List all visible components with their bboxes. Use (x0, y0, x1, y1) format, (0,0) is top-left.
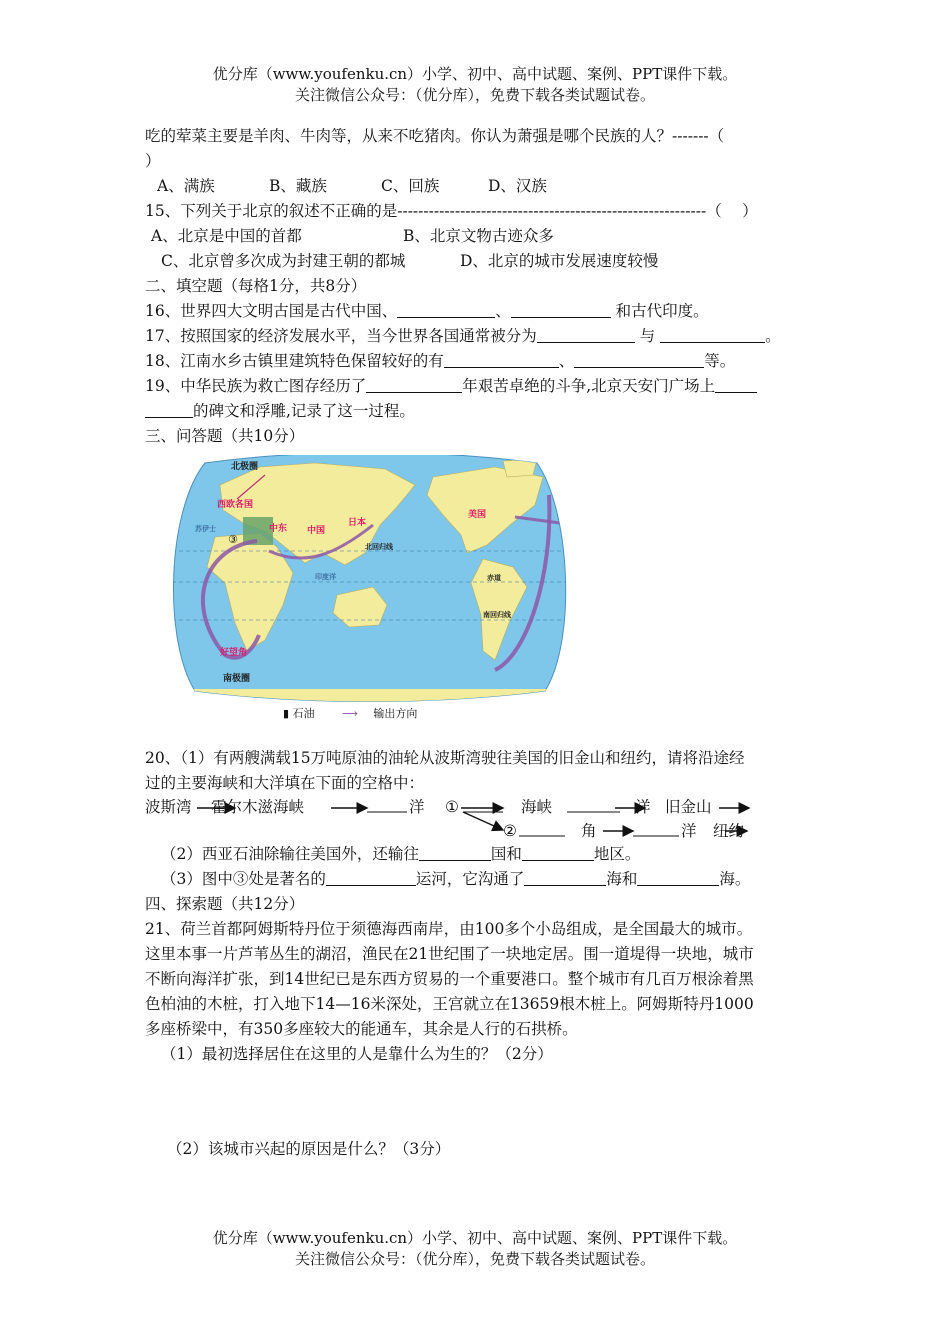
q20-part-2: （2）西亚石油除输往美国外，还输往 国和 地区。 (161, 845, 641, 863)
q20-part-3: （3）图中③处是著名的 运河，它沟通了 海和 海。 (161, 870, 751, 888)
label-arctic: 北极圈 (231, 462, 259, 472)
q14-options (145, 174, 810, 199)
flow-cape: 角 (581, 822, 597, 840)
q14-option-c[interactable]: C、回族 (381, 177, 440, 195)
q21-line-4: 色柏油的木桩，打入地下14—16米深处，王宫就立在13659根木桩上。阿姆斯特丹1000 (145, 995, 754, 1013)
q20-line-1: 20、（1）有两艘满载15万吨原油的油轮从波斯湾驶往美国的旧金山和纽约，请将沿途经 (145, 749, 745, 767)
q20-3-blank-3[interactable] (637, 869, 719, 886)
q21-line-2: 这里本事一片芦苇丛生的湖沼，渔民在21世纪围了一块地定居。围一道堤得一块地，城市 (145, 945, 754, 963)
q20-2-blank-1[interactable] (419, 844, 491, 861)
label-china: 中国 (307, 526, 326, 536)
flow-san-francisco: 旧金山 (665, 798, 712, 816)
q18-blank-2[interactable] (574, 351, 704, 368)
flow-circle-1: ① (445, 798, 459, 816)
header-line-2: 关注微信公众号：（优分库），免费下载各类试题试卷。 (294, 86, 655, 104)
legend-export: ⟶ 输出方向 (342, 707, 418, 720)
q21-line-1: 21、荷兰首都阿姆斯特丹位于须德海西南岸，由100多个小岛组成，是全国最大的城市。 (145, 920, 753, 938)
q15-stem: 15、下列关于北京的叙述不正确的是-----------------------------------------------------------（ ） (145, 202, 758, 220)
flow-new-york: 纽约 (713, 822, 745, 840)
map-legend (283, 705, 441, 721)
world-oil-map (165, 455, 575, 730)
flow-strait: 海峡 (521, 798, 553, 816)
q14-option-b[interactable]: B、藏族 (269, 177, 327, 195)
q21-line-5: 多座桥梁中，有350多座较大的能通车，其余是人行的石拱桥。 (145, 1020, 578, 1038)
q16-blank-1[interactable] (397, 301, 495, 318)
label-middle-east: 中东 (269, 524, 288, 534)
page-header (0, 64, 950, 106)
label-circle-3: ③ (228, 533, 238, 546)
section-4-title: 四、探索题（共12分） (145, 895, 305, 913)
q14-option-d[interactable]: D、汉族 (488, 177, 547, 195)
q17-blank-2[interactable] (660, 326, 765, 343)
footer-line-1: 优分库（www.youfenku.cn）小学、初中、高中试题、案例、PPT课件下载。 (212, 1229, 738, 1247)
page-footer (0, 1228, 950, 1270)
q15-options-row-2 (145, 249, 810, 274)
q17: 17、按照国家的经济发展水平，当今世界各国通常被分为 与 。 (145, 327, 781, 345)
flow-circle-2: ② (503, 822, 517, 840)
greenland-land (503, 459, 537, 477)
label-cape: 好望角 (220, 648, 248, 658)
q15-option-a[interactable]: A、北京是中国的首都 (151, 227, 302, 245)
label-antarctic: 南极圈 (223, 674, 251, 684)
label-ocean: 印度洋 (315, 573, 336, 581)
arrow-diagonal (463, 812, 503, 830)
flow-start: 波斯湾 (145, 798, 192, 816)
section-2-title: 二、填空题（每格1分，共8分） (145, 277, 367, 295)
q19-line-1: 19、中华民族为救亡图存经历了 年艰苦卓绝的斗争,北京天安门广场上 (145, 374, 810, 399)
section-3-title: 三、问答题（共10分） (145, 427, 305, 445)
q16: 16、世界四大文明古国是古代中国、 、 和古代印度。 (145, 302, 709, 320)
q21-line-3: 不断向海洋扩张，到14世纪已是东西方贸易的一个重要港口。整个城市有几百万根涂着黑 (145, 970, 754, 988)
q19-blank-2[interactable] (715, 376, 757, 393)
flow-ocean-3: 洋 (681, 822, 697, 840)
q20-3-blank-2[interactable] (524, 869, 606, 886)
flow-ocean: 洋 (409, 798, 425, 816)
label-west-europe: 西欧各国 (217, 500, 254, 510)
label-equator: 赤道 (487, 574, 501, 582)
q20-3-blank-1[interactable] (326, 869, 416, 886)
flow-ocean-2: 洋 (635, 798, 651, 816)
q21-sub-2: （2）该城市兴起的原因是什么？（3分） (167, 1140, 451, 1158)
header-line-1: 优分库（www.youfenku.cn）小学、初中、高中试题、案例、PPT课件下载。 (212, 65, 738, 83)
label-usa: 美国 (468, 510, 487, 520)
label-tropic-cancer: 北回归线 (365, 543, 393, 551)
q19-blank-2-cont[interactable] (145, 401, 193, 418)
q15-option-d[interactable]: D、北京的城市发展速度较慢 (460, 252, 659, 270)
q15-options-row-1 (145, 224, 810, 249)
q14-line-1: 吃的荤菜主要是羊肉、牛肉等，从来不吃猪肉。你认为萧强是哪个民族的人？-------（ (145, 127, 725, 145)
footer-line-2: 关注微信公众号：（优分库），免费下载各类试题试卷。 (294, 1250, 655, 1268)
q20-2-blank-2[interactable] (522, 844, 594, 861)
map-graphic (165, 455, 575, 705)
q17-blank-1[interactable] (537, 326, 635, 343)
antarctica-land (165, 689, 575, 705)
label-japan: 日本 (348, 518, 367, 528)
q16-blank-2[interactable] (511, 301, 611, 318)
label-tropic-capricorn: 南回归线 (483, 611, 511, 619)
q20-line-2: 过的主要海峡和大洋填在下面的空格中： (145, 774, 425, 792)
q21-answer-space-1[interactable] (145, 1067, 810, 1137)
q14-line-2: ） (145, 152, 161, 170)
legend-oil: ▮ 石油 (283, 707, 315, 720)
q14-option-a[interactable]: A、满族 (157, 177, 215, 195)
q20-route-flow (145, 796, 810, 842)
q15-option-c[interactable]: C、北京曾多次成为封建王朝的都城 (161, 252, 406, 270)
q21-sub-1: （1）最初选择居住在这里的人是靠什么为生的？（2分） (161, 1045, 553, 1063)
label-suez: 苏伊士 (195, 525, 216, 533)
exam-content (145, 124, 810, 1162)
q15-option-b[interactable]: B、北京文物古迹众多 (403, 227, 554, 245)
flow-hormuz: 霍尔木滋海峡 (211, 798, 305, 816)
q18: 18、江南水乡古镇里建筑特色保留较好的有 、 等。 (145, 352, 736, 370)
q18-blank-1[interactable] (444, 351, 559, 368)
q19-line-2: 的碑文和浮雕,记录了这一过程。 (145, 399, 810, 424)
q19-blank-1[interactable] (366, 376, 462, 393)
